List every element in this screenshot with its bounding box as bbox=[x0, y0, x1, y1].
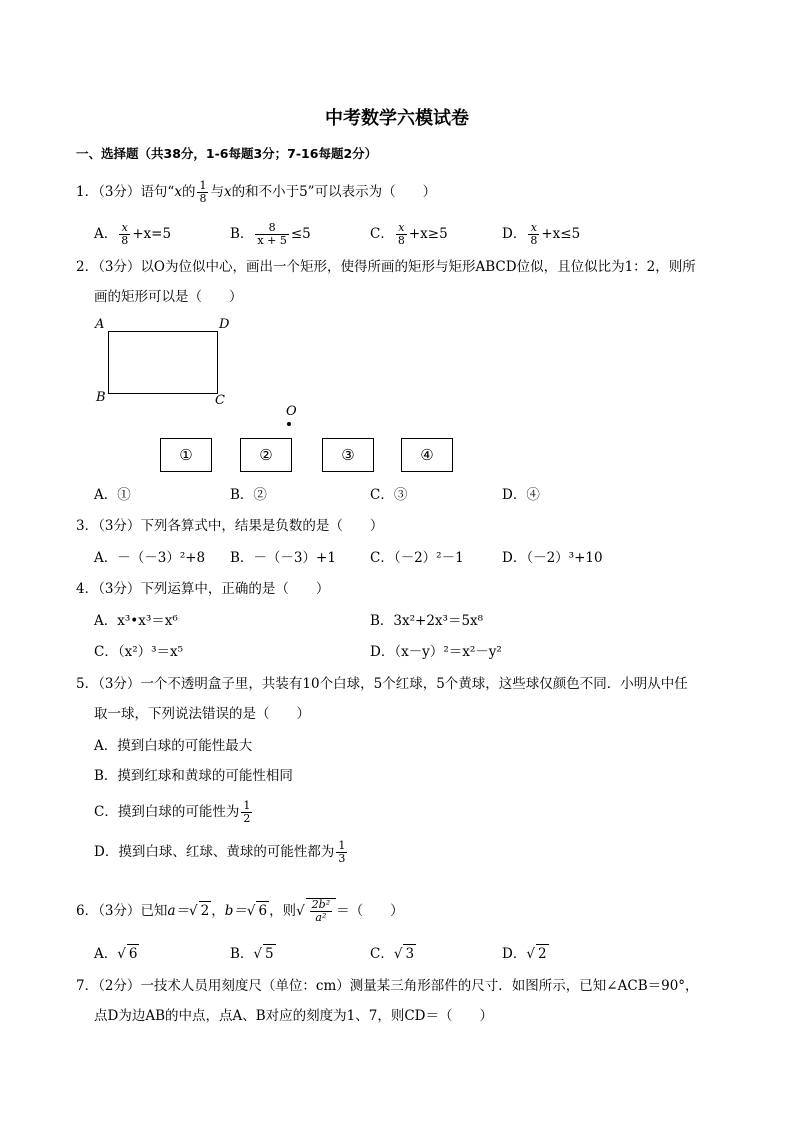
label-b: B bbox=[96, 390, 106, 405]
q3-option-d[interactable]: D．（－2）³+10 bbox=[502, 550, 603, 566]
q1-option-b[interactable]: B． $\frac{8}{x + 5}$ ≤5 bbox=[230, 221, 311, 247]
question-5-cont: 取一球，下列说法错误的是（ ） bbox=[94, 706, 310, 722]
q6-option-d[interactable]: D．√ 2 bbox=[502, 946, 547, 962]
question-6: 6．（3分）已知a＝√ 2 ，b＝√ 6 ，则√ $\frac{\text{2b²}}{\text{a²}}$ ＝（ ） bbox=[76, 898, 404, 924]
rectangle-abcd bbox=[108, 331, 218, 394]
figure-box-3: ③ bbox=[322, 438, 374, 472]
q5-option-c[interactable]: C．摸到白球的可能性为 $\frac{1}{2}$ bbox=[94, 799, 251, 825]
q4-option-c[interactable]: C．（x²）³＝x⁵ bbox=[94, 644, 184, 660]
q3-option-c[interactable]: C．（－2）²－1 bbox=[370, 550, 464, 566]
question-2: 2．（3分）以O为位似中心，画出一个矩形，使得所画的矩形与矩形ABCD位似，且位似比为1：2，则所 bbox=[76, 259, 696, 275]
q5-option-d[interactable]: D．摸到白球、红球、黄球的可能性都为 $\frac{1}{3}$ bbox=[94, 839, 346, 865]
q5-option-b[interactable]: B．摸到红球和黄球的可能性相同 bbox=[94, 768, 293, 784]
section-heading: 一、选择题（共38分，1-6每题3分；7-16每题2分） bbox=[76, 146, 378, 161]
page-title: 中考数学六模试卷 bbox=[325, 108, 469, 129]
q5-option-a[interactable]: A．摸到白球的可能性最大 bbox=[94, 738, 253, 754]
q1-option-a[interactable]: A． $\frac{x}{8}$ +x=5 bbox=[94, 221, 172, 247]
q6-option-b[interactable]: B．√ 5 bbox=[230, 946, 274, 962]
q3-option-b[interactable]: B．－（－3）+1 bbox=[230, 550, 336, 566]
question-5: 5．（3分）一个不透明盒子里，共装有10个白球，5个红球，5个黄球，这些球仅颜色不同．小明从中任 bbox=[76, 676, 688, 692]
question-3: 3．（3分）下列各算式中，结果是负数的是（ ） bbox=[76, 518, 384, 534]
q6-option-c[interactable]: C．√ 3 bbox=[370, 946, 415, 962]
q1-option-d[interactable]: D． $\frac{x}{8}$ +x≤5 bbox=[502, 221, 581, 247]
point-o bbox=[287, 422, 291, 426]
question-4: 4．（3分）下列运算中，正确的是（ ） bbox=[76, 581, 330, 597]
label-c: C bbox=[215, 393, 225, 408]
label-d: D bbox=[219, 317, 230, 332]
figure-box-1: ① bbox=[160, 438, 212, 472]
figure-box-4: ④ bbox=[401, 438, 453, 472]
q4-option-d[interactable]: D．（x－y）²＝x²－y² bbox=[370, 644, 502, 660]
q2-option-c[interactable]: C．③ bbox=[370, 487, 408, 503]
label-a: A bbox=[95, 317, 105, 332]
question-7: 7．（2分）一技术人员用刻度尺（单位：cm）测量某三角形部件的尺寸．如图所示，已知∠ACB＝90°， bbox=[76, 978, 699, 994]
q2-option-d[interactable]: D．④ bbox=[502, 487, 540, 503]
question-2-cont: 画的矩形可以是（ ） bbox=[94, 289, 243, 305]
fraction: $\frac{1}{8}$ bbox=[199, 179, 207, 205]
label-o: O bbox=[286, 404, 297, 419]
q2-option-a[interactable]: A．① bbox=[94, 487, 131, 503]
q4-option-a[interactable]: A．x³•x³＝x⁶ bbox=[94, 613, 178, 629]
q3-option-a[interactable]: A．－（－3）²+8 bbox=[94, 550, 206, 566]
q4-option-b[interactable]: B．3x²+2x³＝5x⁸ bbox=[370, 613, 484, 629]
figure-box-2: ② bbox=[240, 438, 292, 472]
q2-option-b[interactable]: B．② bbox=[230, 487, 267, 503]
q1-option-c[interactable]: C． $\frac{x}{8}$ +x≥5 bbox=[370, 221, 448, 247]
q6-option-a[interactable]: A．√ 6 bbox=[94, 946, 138, 962]
question-7-cont: 点D为边AB的中点，点A、B对应的刻度为1、7，则CD＝（ ） bbox=[94, 1008, 493, 1024]
question-1: 1．（3分）语句“x的 $\frac{1}{8}$ 与x的和不小于5”可以表示为（ ） bbox=[76, 179, 437, 205]
